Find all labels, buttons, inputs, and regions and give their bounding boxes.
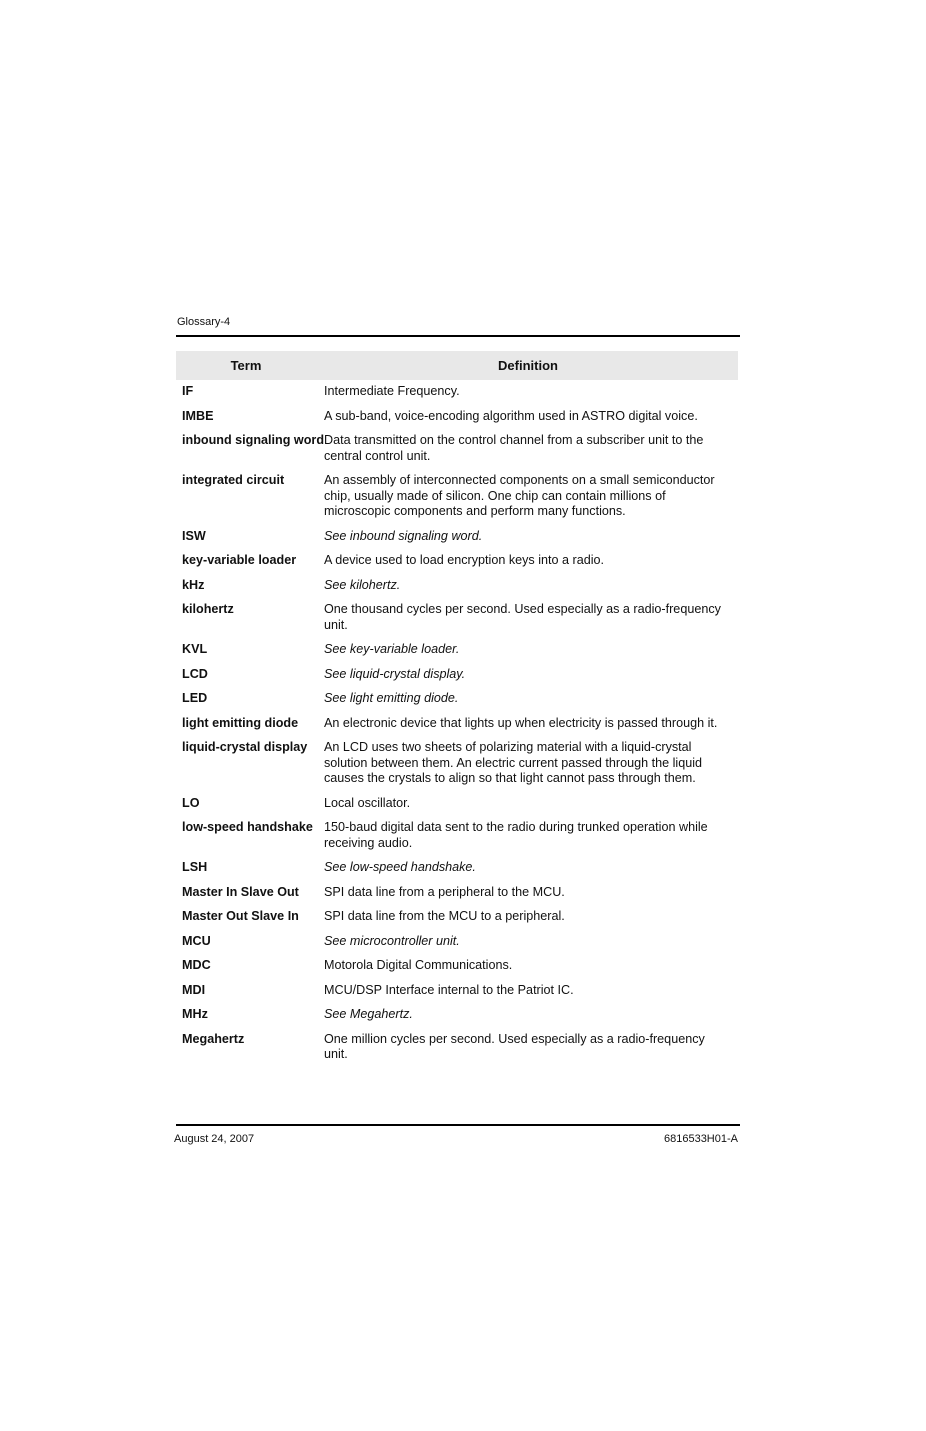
table-header <box>176 351 738 380</box>
column-header-definition: Definition <box>498 358 558 373</box>
table-row <box>182 716 738 732</box>
table-row <box>182 885 738 901</box>
glossary-definition: A device used to load encryption keys into a radio. <box>324 553 605 567</box>
glossary-definition: An LCD uses two sheets of polarizing material with a liquid-crystal solution between them. An electric current passed through the liquid causes the crystals to align so that light cannot pass through them. <box>324 740 703 785</box>
table-row <box>182 409 738 425</box>
glossary-definition: Local oscillator. <box>324 795 411 810</box>
table-row <box>182 934 738 950</box>
footer-doc-number: 6816533H01-A <box>663 1133 738 1145</box>
table-row <box>182 1007 738 1023</box>
glossary-term: KVL <box>182 642 208 656</box>
table-row <box>182 384 738 400</box>
glossary-term: Master In Slave Out <box>182 884 299 899</box>
glossary-term: MHz <box>182 1007 208 1021</box>
glossary-term: ISW <box>182 528 206 543</box>
table-row <box>182 796 738 812</box>
glossary-definition: See low-speed handshake. <box>324 860 476 874</box>
table-row <box>182 433 738 464</box>
glossary-definition: See Megahertz. <box>324 1007 413 1021</box>
glossary-term: liquid-crystal display <box>182 740 308 754</box>
glossary-term: key-variable loader <box>182 553 297 567</box>
glossary-term: IMBE <box>182 408 214 423</box>
glossary-definition: See kilohertz. <box>324 577 401 592</box>
glossary-definition: One thousand cycles per second. Used especially as a radio-frequency unit. <box>324 602 721 632</box>
glossary-table-body <box>182 384 738 1072</box>
glossary-term: kilohertz <box>182 602 234 616</box>
glossary-definition: Data transmitted on the control channel from a subscriber unit to the central control unit. <box>324 433 704 463</box>
glossary-term: IF <box>182 384 194 398</box>
glossary-term: MDI <box>182 982 206 997</box>
table-row <box>182 642 738 658</box>
glossary-term: LSH <box>182 860 208 874</box>
table-row <box>182 529 738 545</box>
table-row <box>182 578 738 594</box>
glossary-term: inbound signaling word <box>182 433 325 447</box>
glossary-definition: A sub-band, voice-encoding algorithm used in ASTRO digital voice. <box>324 408 698 423</box>
glossary-definition: SPI data line from a peripheral to the MCU. <box>324 884 565 899</box>
glossary-definition: SPI data line from the MCU to a peripheral. <box>324 909 565 923</box>
glossary-definition: An assembly of interconnected components on a small semiconductor chip, usually made of silicon. One chip can contain millions of microscopic components and perform many functions. <box>324 473 715 518</box>
glossary-term: Master Out Slave In <box>182 909 299 923</box>
glossary-term: LO <box>182 795 200 810</box>
table-row <box>182 860 738 876</box>
glossary-definition: See key-variable loader. <box>324 642 460 656</box>
table-row <box>182 667 738 683</box>
glossary-term: light emitting diode <box>182 715 299 730</box>
glossary-definition: See light emitting diode. <box>324 691 459 705</box>
table-row <box>182 740 738 787</box>
footer-rule <box>176 1124 740 1126</box>
footer-date: August 24, 2007 <box>174 1133 255 1145</box>
glossary-term: LCD <box>182 666 208 681</box>
glossary-definition: Intermediate Frequency. <box>324 384 460 398</box>
table-row <box>182 983 738 999</box>
table-row <box>182 820 738 851</box>
table-row <box>182 909 738 925</box>
glossary-definition: MCU/DSP Interface internal to the Patriot IC. <box>324 982 574 997</box>
table-row <box>182 1032 738 1063</box>
table-row <box>182 958 738 974</box>
glossary-definition: 150-baud digital data sent to the radio during trunked operation while receiving audio. <box>324 820 708 850</box>
glossary-term: MDC <box>182 958 211 972</box>
glossary-term: kHz <box>182 577 205 592</box>
header-rule <box>176 335 740 337</box>
table-row <box>182 691 738 707</box>
glossary-term: integrated circuit <box>182 473 285 487</box>
column-header-term: Term <box>230 358 262 373</box>
glossary-definition: Motorola Digital Communications. <box>324 958 513 972</box>
glossary-definition: See microcontroller unit. <box>324 933 460 948</box>
glossary-definition: See inbound signaling word. <box>324 528 483 543</box>
table-row <box>182 553 738 569</box>
page-label: Glossary-4 <box>177 316 231 328</box>
glossary-definition: See liquid-crystal display. <box>324 666 466 681</box>
glossary-definition: One million cycles per second. Used especially as a radio-frequency unit. <box>324 1031 705 1061</box>
table-row <box>182 602 738 633</box>
glossary-definition: An electronic device that lights up when electricity is passed through it. <box>324 715 718 730</box>
glossary-term: Megahertz <box>182 1031 245 1046</box>
glossary-term: MCU <box>182 933 211 948</box>
glossary-term: low-speed handshake <box>182 820 313 834</box>
table-row <box>182 473 738 520</box>
glossary-term: LED <box>182 691 208 705</box>
